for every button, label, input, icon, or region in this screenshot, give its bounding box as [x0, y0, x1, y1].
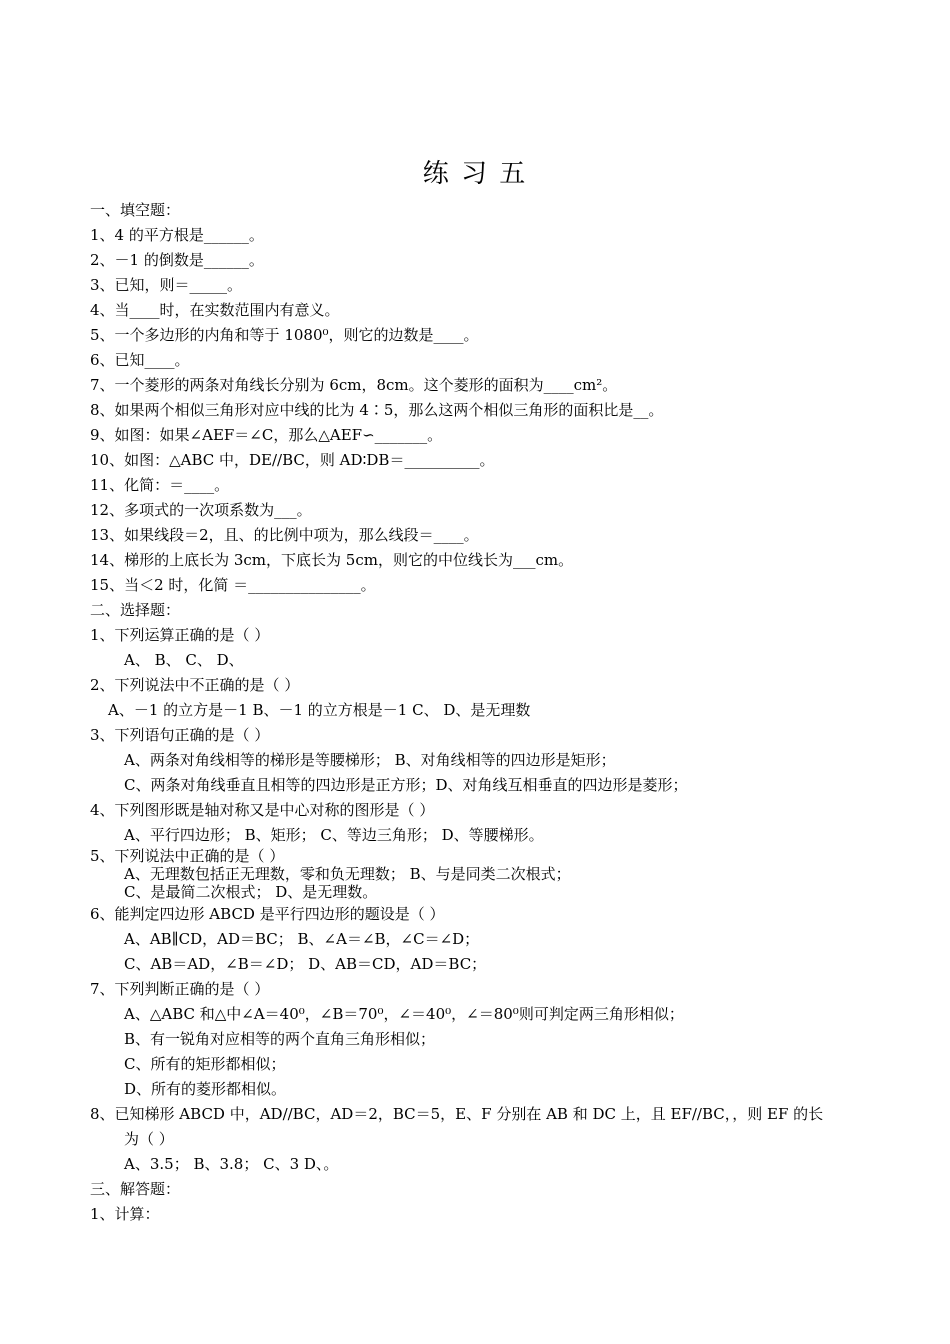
choice-q3-options-ab: A、两条对角线相等的梯形是等腰梯形； B、对角线相等的四边形是矩形；	[124, 751, 616, 769]
choice-q8: 8、已知梯形 ABCD 中，AD//BC，AD＝2，BC＝5，E、F 分别在 AB 和 DC 上，且 EF//BC，，则 EF 的长	[90, 1105, 824, 1123]
section-heading-choice: 二、选择题：	[90, 601, 181, 619]
fill-item-5: 5、一个多边形的内角和等于 1080⁰，则它的边数是____。	[90, 326, 479, 344]
choice-q7-option-b: B、有一锐角对应相等的两个直角三角形相似；	[124, 1030, 436, 1048]
choice-q6-options-ab: A、AB∥CD，AD＝BC； B、∠A＝∠B，∠C＝∠D；	[124, 930, 480, 948]
choice-q5-options-cd: C、是最简二次根式； D、是无理数。	[124, 883, 378, 901]
section-heading-fill: 一、填空题：	[90, 201, 181, 219]
fill-item-4: 4、当____时，在实数范围内有意义。	[90, 301, 340, 319]
choice-q8-options: A、3.5； B、3.8； C、3 D、。	[124, 1155, 339, 1173]
fill-item-1: 1、4 的平方根是______。	[90, 226, 264, 244]
choice-q7: 7、下列判断正确的是（ ）	[90, 980, 270, 998]
fill-item-10: 10、如图：△ABC 中，DE//BC，则 AD∶DB＝__________。	[90, 451, 495, 469]
fill-item-14: 14、梯形的上底长为 3cm，下底长为 5cm，则它的中位线长为___cm。	[90, 551, 574, 569]
fill-item-11: 11、化简：＝____。	[90, 476, 230, 494]
choice-q5-options-ab: A、无理数包括正无理数，零和负无理数； B、与是同类二次根式；	[124, 865, 571, 883]
fill-item-3: 3、已知，则＝_____。	[90, 276, 243, 294]
section-heading-answer: 三、解答题：	[90, 1180, 181, 1198]
page-title: 练 习 五	[422, 159, 528, 189]
choice-q5: 5、下列说法中正确的是（ ）	[90, 847, 285, 865]
choice-q4-options: A、平行四边形； B、矩形； C、等边三角形； D、等腰梯形。	[124, 826, 544, 844]
choice-q2-options: A、－1 的立方是－1 B、－1 的立方根是－1 C、 D、是无理数	[108, 701, 531, 719]
fill-item-15: 15、当＜2 时，化简 ＝_______________。	[90, 576, 376, 594]
choice-q1-options: A、 B、 C、 D、	[124, 651, 244, 669]
fill-item-6: 6、已知____。	[90, 351, 190, 369]
fill-item-12: 12、多项式的一次项系数为___。	[90, 501, 312, 519]
choice-q8-continuation: 为（ ）	[124, 1130, 174, 1148]
answer-q1: 1、计算：	[90, 1205, 160, 1223]
choice-q1: 1、下列运算正确的是（ ）	[90, 626, 270, 644]
fill-item-7: 7、一个菱形的两条对角线长分别为 6cm，8cm。这个菱形的面积为____cm²。	[90, 376, 618, 394]
choice-q7-option-c: C、所有的矩形都相似；	[124, 1055, 286, 1073]
fill-item-8: 8、如果两个相似三角形对应中线的比为 4∶5，那么这两个相似三角形的面积比是__。	[90, 401, 664, 419]
choice-q2: 2、下列说法中不正确的是（ ）	[90, 676, 300, 694]
choice-q3: 3、下列语句正确的是（ ）	[90, 726, 270, 744]
choice-q4: 4、下列图形既是轴对称又是中心对称的图形是（ ）	[90, 801, 435, 819]
fill-item-9: 9、如图：如果∠AEF＝∠C，那么△AEF∽_______。	[90, 426, 443, 444]
choice-q3-options-cd: C、两条对角线垂直且相等的四边形是正方形；D、对角线互相垂直的四边形是菱形；	[124, 776, 688, 794]
fill-item-2: 2、－1 的倒数是______。	[90, 251, 264, 269]
choice-q7-option-a: A、△ABC 和△中∠A＝40⁰，∠B＝70⁰，∠＝40⁰，∠＝80⁰则可判定两三角形相似；	[124, 1005, 684, 1023]
choice-q7-option-d: D、所有的菱形都相似。	[124, 1080, 287, 1098]
choice-q6-options-cd: C、AB＝AD，∠B＝∠D； D、AB＝CD，AD＝BC；	[124, 955, 487, 973]
choice-q6: 6、能判定四边形 ABCD 是平行四边形的题设是（ ）	[90, 905, 445, 923]
fill-item-13: 13、如果线段＝2，且、的比例中项为，那么线段＝____。	[90, 526, 479, 544]
